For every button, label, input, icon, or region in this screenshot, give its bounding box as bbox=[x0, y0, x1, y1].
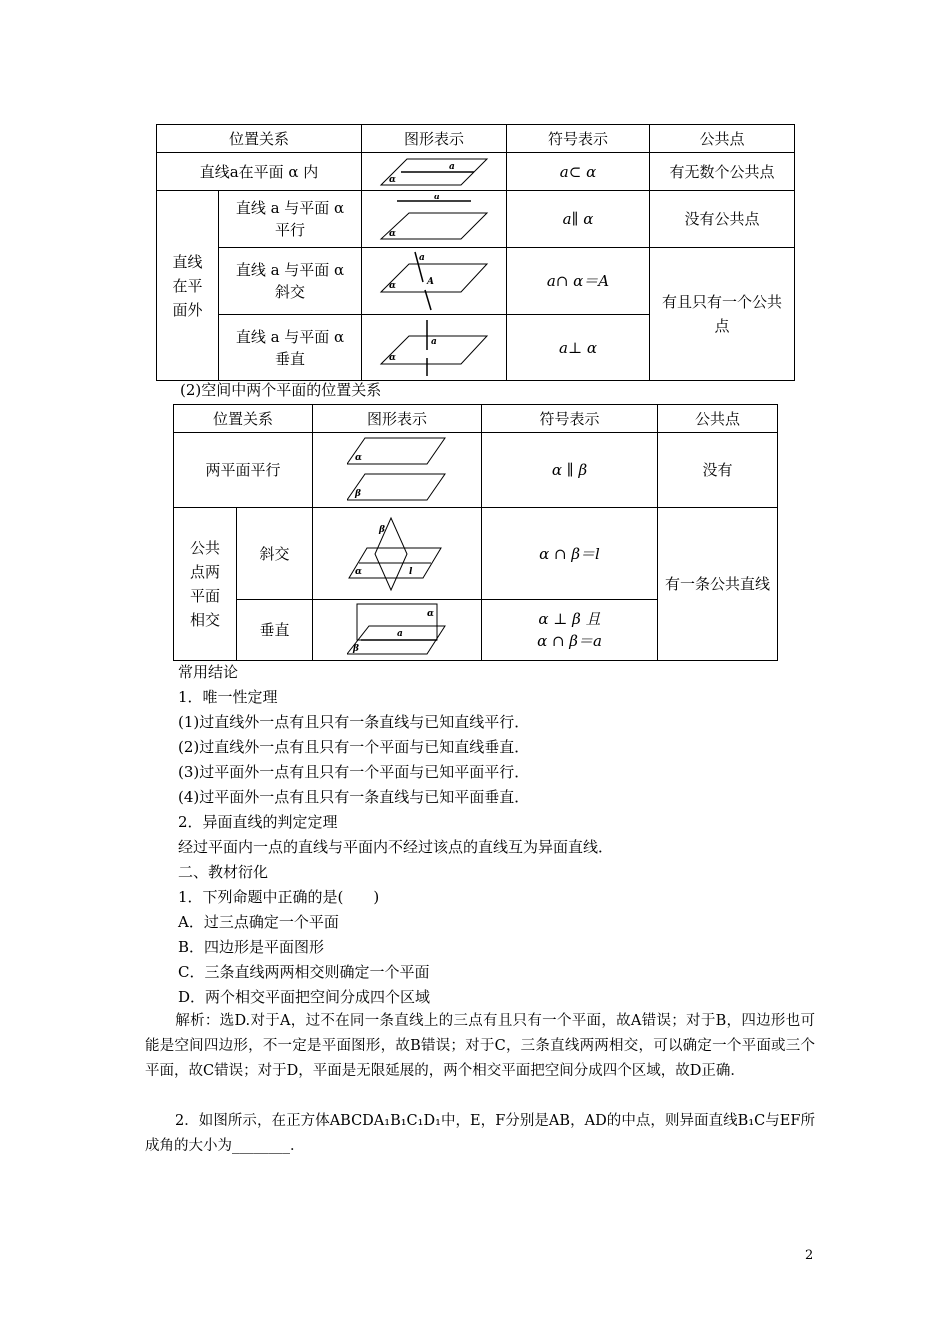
conclusion-item-2-text: 经过平面内一点的直线与平面内不经过该点的直线互为异面直线． bbox=[178, 838, 614, 856]
question-1: 1．下列命题中正确的是( ) bbox=[178, 888, 380, 906]
line-plane-table bbox=[156, 124, 795, 381]
svg-text:a: a bbox=[419, 253, 425, 263]
row-planes-parallel-symbol: α ∥ β bbox=[482, 433, 658, 508]
option-b: B．四边形是平面图形 bbox=[178, 938, 325, 956]
figure-line-parallel bbox=[362, 191, 507, 248]
header-relation-2: 位置关系 bbox=[174, 405, 313, 433]
conclusion-item-2: 2．异面直线的判定定理 bbox=[178, 813, 338, 831]
rows-single-point-common: 有且只有一个公共点 bbox=[650, 248, 795, 381]
header-relation: 位置关系 bbox=[157, 125, 362, 153]
conclusion-sub-4: (4)过平面外一点有且只有一条直线与已知平面垂直． bbox=[178, 788, 530, 806]
header-common: 公共点 bbox=[650, 125, 795, 153]
header-symbol-2: 符号表示 bbox=[482, 405, 658, 433]
figure-line-perpendicular bbox=[362, 315, 507, 381]
figure-planes-parallel bbox=[313, 433, 482, 508]
svg-text:l: l bbox=[409, 566, 413, 577]
svg-text:β: β bbox=[353, 644, 359, 654]
svg-text:α: α bbox=[427, 609, 434, 619]
row-parallel-common: 没有公共点 bbox=[650, 191, 795, 248]
row-perpendicular-symbol: a⊥ α bbox=[507, 315, 650, 381]
row-planes-parallel-relation: 两平面平行 bbox=[174, 433, 313, 508]
row-parallel-symbol: a∥ α bbox=[507, 191, 650, 248]
svg-text:β: β bbox=[355, 489, 361, 499]
row-planes-perpendicular-relation: 垂直 bbox=[237, 600, 313, 661]
row-perpendicular-relation: 直线 a 与平面 α 垂直 bbox=[219, 315, 362, 381]
conclusion-sub-1: (1)过直线外一点有且只有一条直线与已知直线平行． bbox=[178, 713, 530, 731]
svg-text:a: a bbox=[397, 629, 403, 639]
row-planes-perpendicular-symbol: α ⊥ β 且 α ∩ β＝a bbox=[482, 600, 658, 661]
svg-text:α: α bbox=[355, 453, 362, 463]
label-a: a bbox=[449, 161, 455, 172]
svg-text:α: α bbox=[355, 566, 362, 577]
label-alpha: α bbox=[389, 174, 396, 185]
header-figure: 图形表示 bbox=[362, 125, 507, 153]
section2-title: (2)空间中两个平面的位置关系 bbox=[180, 381, 382, 399]
figure-line-in-plane bbox=[362, 153, 507, 191]
question-2: 2．如图所示，在正方体ABCDA₁B₁C₁D₁中，E，F分别是AB，AD的中点，则异面直线B₁C与EF所成角的大小为________． bbox=[145, 1113, 815, 1154]
header-symbol: 符号表示 bbox=[507, 125, 650, 153]
row-in-plane-relation: 直线a在平面 α 内 bbox=[157, 153, 362, 191]
page-number: 2 bbox=[805, 1248, 814, 1263]
row-planes-oblique-relation: 斜交 bbox=[237, 508, 313, 600]
conclusions-title: 常用结论 bbox=[178, 663, 239, 681]
textbook-title: 二、教材衍化 bbox=[178, 863, 269, 881]
conclusion-sub-3: (3)过平面外一点有且只有一个平面与已知平面平行． bbox=[178, 763, 530, 781]
svg-text:α: α bbox=[389, 352, 396, 363]
svg-text:β: β bbox=[379, 524, 385, 535]
svg-text:A: A bbox=[427, 277, 434, 287]
figure-planes-perpendicular bbox=[313, 600, 482, 661]
row-planes-oblique-symbol: α ∩ β＝l bbox=[482, 508, 658, 600]
option-d: D．两个相交平面把空间分成四个区域 bbox=[178, 988, 431, 1006]
header-common-2: 公共点 bbox=[658, 405, 778, 433]
svg-text:α: α bbox=[389, 229, 396, 239]
row-parallel-relation: 直线 a 与平面 α 平行 bbox=[219, 191, 362, 248]
row-in-plane-common: 有无数个公共点 bbox=[650, 153, 795, 191]
figure-line-oblique bbox=[362, 248, 507, 315]
row-planes-parallel-common: 没有 bbox=[658, 433, 778, 508]
option-a: A．过三点确定一个平面 bbox=[178, 913, 339, 931]
option-c: C．三条直线两两相交则确定一个平面 bbox=[178, 963, 430, 981]
svg-text:a: a bbox=[431, 336, 437, 347]
row-in-plane-symbol: a⊂ α bbox=[507, 153, 650, 191]
conclusion-item-1: 1．唯一性定理 bbox=[178, 688, 278, 706]
rows-common-line: 有一条公共直线 bbox=[658, 508, 778, 661]
svg-text:α: α bbox=[389, 281, 396, 291]
group-planes-intersect: 公共点两平面相交 bbox=[174, 508, 237, 661]
svg-text:a: a bbox=[434, 195, 440, 202]
group-outside-plane: 直线在平面外 bbox=[157, 191, 219, 381]
header-figure-2: 图形表示 bbox=[313, 405, 482, 433]
analysis-paragraph: 解析：选D.对于A，过不在同一条直线上的三点有且只有一个平面，故A错误；对于B，四边形也可能是空间四边形，不一定是平面图形，故B错误；对于C，三条直线两两相交，可以确定一个平面或三个平面，故C错误；对于D，平面是无限延展的，两个相交平面把空间分成四个区域，故D正确． bbox=[145, 1013, 815, 1079]
row-oblique-symbol: a∩ α＝A bbox=[507, 248, 650, 315]
plane-plane-table bbox=[173, 404, 778, 661]
row-oblique-relation: 直线 a 与平面 α 斜交 bbox=[219, 248, 362, 315]
figure-planes-oblique bbox=[313, 508, 482, 600]
conclusion-sub-2: (2)过直线外一点有且只有一个平面与已知直线垂直． bbox=[178, 738, 530, 756]
